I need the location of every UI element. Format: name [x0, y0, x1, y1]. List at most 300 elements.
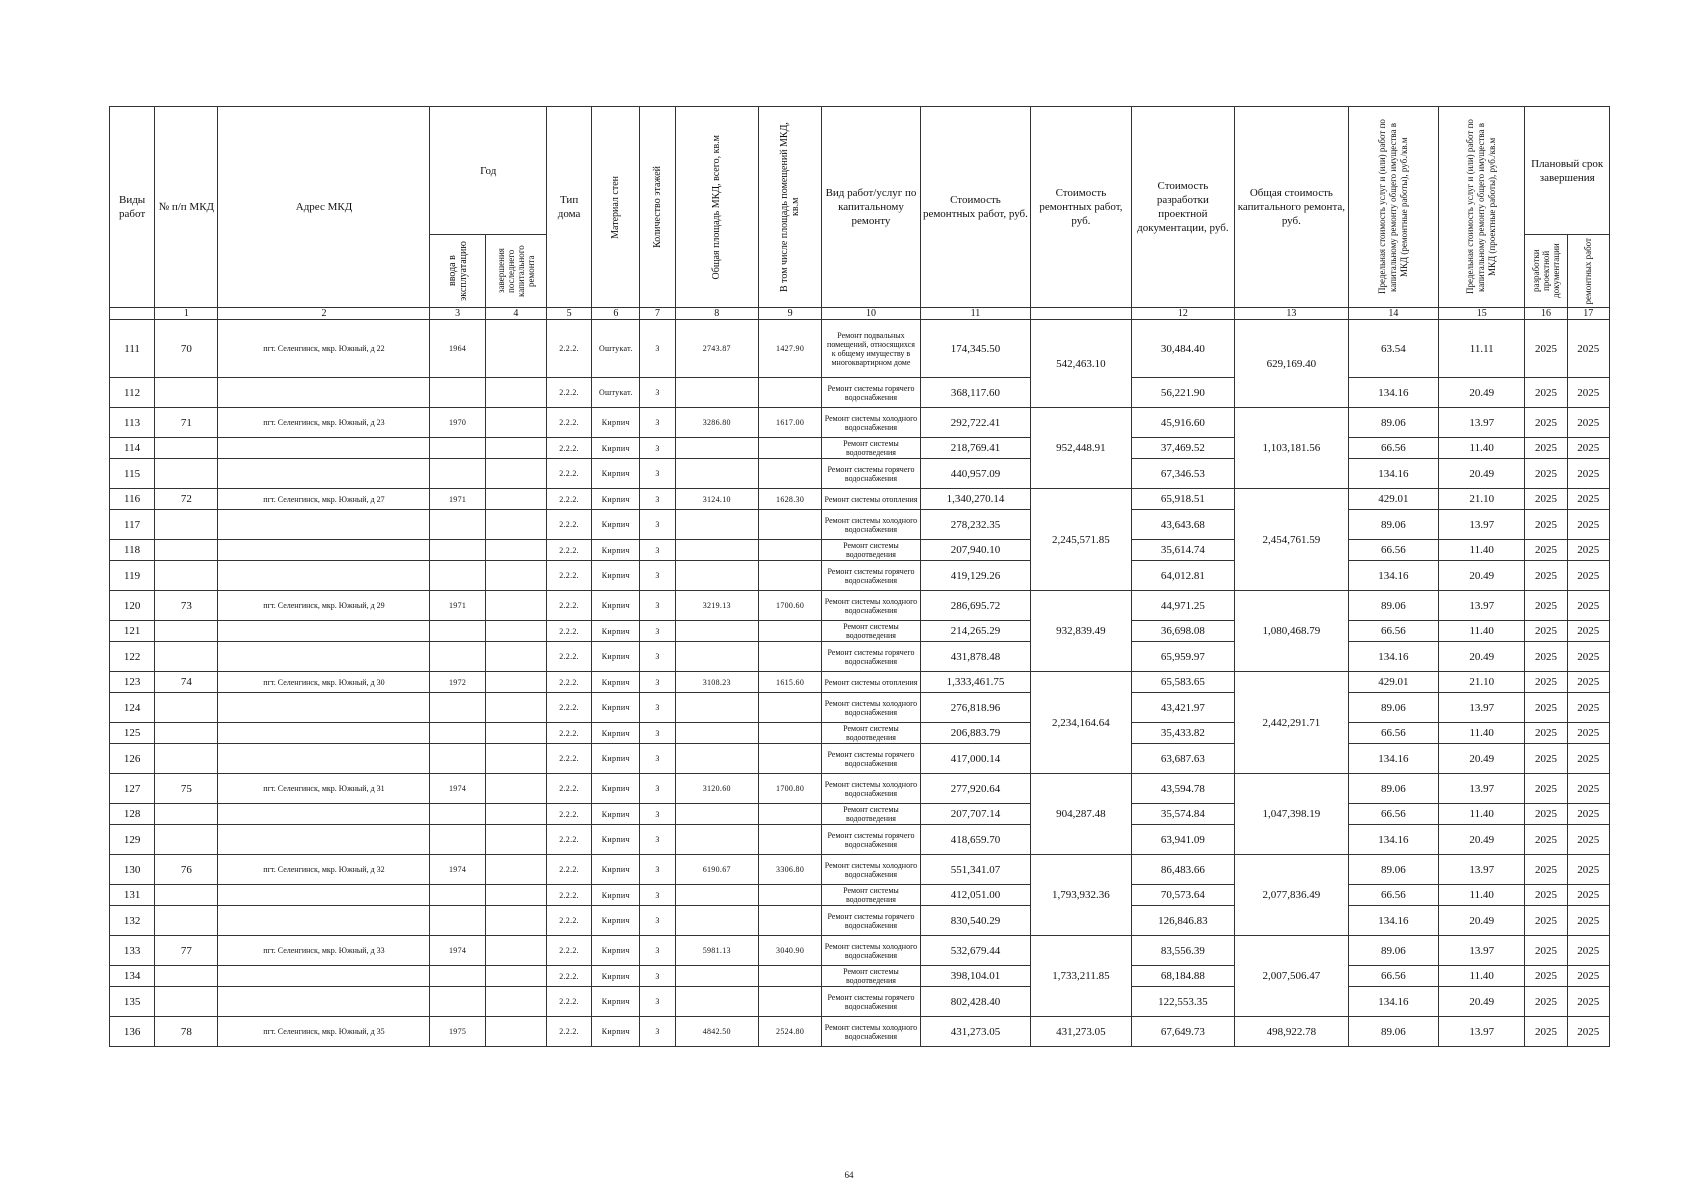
repair-cost-sum: 932,839.49 [1031, 591, 1131, 672]
total-area: 3108.23 [675, 672, 758, 693]
house-type: 2.2.2. [547, 408, 592, 438]
row-id: 118 [110, 540, 155, 561]
total-area [675, 459, 758, 489]
deadline-repair: 2025 [1567, 774, 1609, 804]
limit-repair: 89.06 [1348, 591, 1438, 621]
year-commission: 1971 [430, 591, 485, 621]
mkd-number [155, 723, 218, 744]
floors: 3 [640, 510, 675, 540]
column-number: 11 [920, 308, 1031, 320]
table-row [110, 936, 1610, 966]
table-row [110, 744, 1610, 774]
repair-cost: 398,104.01 [920, 966, 1031, 987]
mkd-number [155, 987, 218, 1017]
header-year: Год [430, 107, 547, 235]
mkd-number: 75 [155, 774, 218, 804]
limit-design: 20.49 [1439, 561, 1525, 591]
table-row [110, 987, 1610, 1017]
premises-area [758, 966, 821, 987]
repair-cost: 174,345.50 [920, 320, 1031, 378]
total-area [675, 438, 758, 459]
house-type: 2.2.2. [547, 744, 592, 774]
column-number: 16 [1525, 308, 1567, 320]
table-row [110, 855, 1610, 885]
design-cost: 43,643.68 [1131, 510, 1234, 540]
address: пгт. Селенгинск, мкр. Южный, д 27 [218, 489, 430, 510]
deadline-repair: 2025 [1567, 693, 1609, 723]
header-premises-area: В том числе площадь помещений МКД, кв.м [758, 107, 821, 308]
year-commission [430, 987, 485, 1017]
premises-area [758, 744, 821, 774]
house-type: 2.2.2. [547, 987, 592, 1017]
floors: 3 [640, 825, 675, 855]
address: пгт. Селенгинск, мкр. Южный, д 33 [218, 936, 430, 966]
address [218, 642, 430, 672]
repair-cost: 278,232.35 [920, 510, 1031, 540]
wall-material: Кирпич [592, 885, 640, 906]
house-type: 2.2.2. [547, 804, 592, 825]
deadline-repair: 2025 [1567, 320, 1609, 378]
deadline-design: 2025 [1525, 987, 1567, 1017]
year-last-repair [485, 855, 546, 885]
total-area [675, 561, 758, 591]
premises-area [758, 987, 821, 1017]
floors: 3 [640, 540, 675, 561]
year-commission [430, 744, 485, 774]
column-number: 3 [430, 308, 485, 320]
wall-material: Кирпич [592, 561, 640, 591]
limit-repair: 134.16 [1348, 561, 1438, 591]
premises-area [758, 723, 821, 744]
limit-design: 20.49 [1439, 744, 1525, 774]
row-id: 130 [110, 855, 155, 885]
house-type: 2.2.2. [547, 885, 592, 906]
house-type: 2.2.2. [547, 966, 592, 987]
deadline-repair: 2025 [1567, 591, 1609, 621]
repair-cost-sum: 431,273.05 [1031, 1017, 1131, 1047]
premises-area [758, 459, 821, 489]
design-cost: 67,649.73 [1131, 1017, 1234, 1047]
year-commission [430, 510, 485, 540]
year-last-repair [485, 459, 546, 489]
mkd-number [155, 744, 218, 774]
address [218, 825, 430, 855]
mkd-number: 72 [155, 489, 218, 510]
address [218, 510, 430, 540]
deadline-design: 2025 [1525, 378, 1567, 408]
wall-material: Кирпич [592, 906, 640, 936]
address [218, 621, 430, 642]
year-commission [430, 906, 485, 936]
deadline-design: 2025 [1525, 885, 1567, 906]
total-cost: 2,454,761.59 [1235, 489, 1349, 591]
design-cost: 70,573.64 [1131, 885, 1234, 906]
column-number: 15 [1439, 308, 1525, 320]
deadline-design: 2025 [1525, 621, 1567, 642]
wall-material: Кирпич [592, 591, 640, 621]
header-mkd-number: № п/п МКД [155, 107, 218, 308]
work-type: Ремонт системы водоотведения [822, 621, 920, 642]
limit-repair: 66.56 [1348, 438, 1438, 459]
deadline-design: 2025 [1525, 642, 1567, 672]
mkd-number [155, 642, 218, 672]
column-number [110, 308, 155, 320]
deadline-repair: 2025 [1567, 936, 1609, 966]
row-id: 117 [110, 510, 155, 540]
total-area [675, 966, 758, 987]
address [218, 744, 430, 774]
total-area: 3219.13 [675, 591, 758, 621]
work-type: Ремонт системы водоотведения [822, 804, 920, 825]
repair-cost: 1,340,270.14 [920, 489, 1031, 510]
table-row [110, 723, 1610, 744]
total-area: 5981.13 [675, 936, 758, 966]
deadline-repair: 2025 [1567, 987, 1609, 1017]
repair-cost: 206,883.79 [920, 723, 1031, 744]
work-type: Ремонт системы горячего водоснабжения [822, 744, 920, 774]
total-area: 6190.67 [675, 855, 758, 885]
mkd-number [155, 459, 218, 489]
total-cost: 2,077,836.49 [1235, 855, 1349, 936]
total-area [675, 987, 758, 1017]
limit-design: 20.49 [1439, 987, 1525, 1017]
deadline-repair: 2025 [1567, 672, 1609, 693]
design-cost: 122,553.35 [1131, 987, 1234, 1017]
total-area [675, 540, 758, 561]
address: пгт. Селенгинск, мкр. Южный, д 31 [218, 774, 430, 804]
house-type: 2.2.2. [547, 438, 592, 459]
row-id: 120 [110, 591, 155, 621]
total-cost: 1,047,398.19 [1235, 774, 1349, 855]
work-type: Ремонт системы водоотведения [822, 438, 920, 459]
design-cost: 86,483.66 [1131, 855, 1234, 885]
deadline-repair: 2025 [1567, 642, 1609, 672]
design-cost: 65,918.51 [1131, 489, 1234, 510]
limit-repair: 89.06 [1348, 408, 1438, 438]
floors: 3 [640, 591, 675, 621]
year-last-repair [485, 378, 546, 408]
wall-material: Кирпич [592, 438, 640, 459]
table-row [110, 621, 1610, 642]
year-commission: 1964 [430, 320, 485, 378]
deadline-repair: 2025 [1567, 825, 1609, 855]
total-cost: 629,169.40 [1235, 320, 1349, 408]
total-area: 3124.10 [675, 489, 758, 510]
address [218, 438, 430, 459]
mkd-number: 71 [155, 408, 218, 438]
total-area [675, 723, 758, 744]
limit-design: 11.40 [1439, 885, 1525, 906]
header-deadline: Плановый срок завершения [1525, 107, 1610, 235]
header-limit-repair: Предельная стоимость услуг и (или) работ по капитальному ремонту общего имущества в МКД (ремонтные работы), руб./кв.м [1348, 107, 1438, 308]
limit-design: 13.97 [1439, 936, 1525, 966]
row-id: 134 [110, 966, 155, 987]
address: пгт. Селенгинск, мкр. Южный, д 23 [218, 408, 430, 438]
table-row [110, 378, 1610, 408]
repair-cost-sum: 1,793,932.36 [1031, 855, 1131, 936]
floors: 3 [640, 459, 675, 489]
mkd-number [155, 804, 218, 825]
wall-material: Кирпич [592, 459, 640, 489]
repair-cost-sum: 2,245,571.85 [1031, 489, 1131, 591]
floors: 3 [640, 774, 675, 804]
limit-repair: 66.56 [1348, 540, 1438, 561]
floors: 3 [640, 1017, 675, 1047]
wall-material: Кирпич [592, 804, 640, 825]
page-number: 64 [844, 1170, 854, 1180]
repair-cost-sum: 904,287.48 [1031, 774, 1131, 855]
repair-cost: 419,129.26 [920, 561, 1031, 591]
repair-cost: 830,540.29 [920, 906, 1031, 936]
limit-design: 11.11 [1439, 320, 1525, 378]
deadline-design: 2025 [1525, 906, 1567, 936]
column-number: 14 [1348, 308, 1438, 320]
year-commission [430, 438, 485, 459]
column-number: 2 [218, 308, 430, 320]
limit-repair: 66.56 [1348, 966, 1438, 987]
year-last-repair [485, 885, 546, 906]
house-type: 2.2.2. [547, 936, 592, 966]
limit-design: 20.49 [1439, 459, 1525, 489]
work-type: Ремонт подвальных помещений, относящихся к общему имуществу в многоквартирном доме [822, 320, 920, 378]
deadline-repair: 2025 [1567, 1017, 1609, 1047]
deadline-design: 2025 [1525, 723, 1567, 744]
repair-cost: 368,117.60 [920, 378, 1031, 408]
work-type: Ремонт системы холодного водоснабжения [822, 855, 920, 885]
total-cost: 2,007,506.47 [1235, 936, 1349, 1017]
total-cost: 1,103,181.56 [1235, 408, 1349, 489]
wall-material: Кирпич [592, 489, 640, 510]
repair-cost: 207,707.14 [920, 804, 1031, 825]
house-type: 2.2.2. [547, 510, 592, 540]
deadline-repair: 2025 [1567, 804, 1609, 825]
deadline-design: 2025 [1525, 693, 1567, 723]
work-type: Ремонт системы холодного водоснабжения [822, 693, 920, 723]
design-cost: 68,184.88 [1131, 966, 1234, 987]
mkd-number [155, 540, 218, 561]
column-number: 13 [1235, 308, 1349, 320]
header-house-type: Тип дома [547, 107, 592, 308]
mkd-number [155, 825, 218, 855]
premises-area [758, 825, 821, 855]
design-cost: 63,941.09 [1131, 825, 1234, 855]
year-last-repair [485, 540, 546, 561]
limit-design: 11.40 [1439, 438, 1525, 459]
limit-repair: 134.16 [1348, 744, 1438, 774]
address [218, 804, 430, 825]
limit-repair: 89.06 [1348, 936, 1438, 966]
total-area [675, 693, 758, 723]
row-id: 122 [110, 642, 155, 672]
design-cost: 56,221.90 [1131, 378, 1234, 408]
wall-material: Кирпич [592, 744, 640, 774]
year-last-repair [485, 936, 546, 966]
premises-area: 1427.90 [758, 320, 821, 378]
design-cost: 65,959.97 [1131, 642, 1234, 672]
header-year-last-repair: завершения последнего капитального ремонта [485, 235, 546, 308]
header-floors: Количество этажей [640, 107, 675, 308]
total-area [675, 510, 758, 540]
floors: 3 [640, 378, 675, 408]
column-number: 12 [1131, 308, 1234, 320]
mkd-number: 76 [155, 855, 218, 885]
address [218, 987, 430, 1017]
deadline-design: 2025 [1525, 855, 1567, 885]
deadline-repair: 2025 [1567, 966, 1609, 987]
row-id: 124 [110, 693, 155, 723]
year-commission [430, 621, 485, 642]
floors: 3 [640, 621, 675, 642]
wall-material: Кирпич [592, 936, 640, 966]
house-type: 2.2.2. [547, 906, 592, 936]
header-year-commission: ввода в эксплуатацию [430, 235, 485, 308]
premises-area: 1700.60 [758, 591, 821, 621]
work-type: Ремонт системы холодного водоснабжения [822, 408, 920, 438]
year-commission: 1972 [430, 672, 485, 693]
year-last-repair [485, 723, 546, 744]
limit-design: 13.97 [1439, 693, 1525, 723]
wall-material: Кирпич [592, 408, 640, 438]
limit-design: 20.49 [1439, 378, 1525, 408]
mkd-number [155, 885, 218, 906]
repair-cost-sum: 1,733,211.85 [1031, 936, 1131, 1017]
total-area [675, 885, 758, 906]
row-id: 111 [110, 320, 155, 378]
year-commission: 1974 [430, 855, 485, 885]
table-row [110, 591, 1610, 621]
premises-area [758, 693, 821, 723]
total-area [675, 825, 758, 855]
premises-area [758, 885, 821, 906]
deadline-design: 2025 [1525, 672, 1567, 693]
header-deadline-repair: ремонтных работ [1567, 235, 1609, 308]
header-deadline-design: разработки проектной документации [1525, 235, 1567, 308]
work-type: Ремонт системы горячего водоснабжения [822, 459, 920, 489]
deadline-design: 2025 [1525, 1017, 1567, 1047]
mkd-number: 74 [155, 672, 218, 693]
wall-material: Кирпич [592, 510, 640, 540]
year-commission [430, 642, 485, 672]
deadline-design: 2025 [1525, 744, 1567, 774]
limit-repair: 134.16 [1348, 906, 1438, 936]
row-id: 129 [110, 825, 155, 855]
column-number: 1 [155, 308, 218, 320]
year-last-repair [485, 489, 546, 510]
limit-design: 20.49 [1439, 642, 1525, 672]
limit-repair: 66.56 [1348, 621, 1438, 642]
address [218, 693, 430, 723]
deadline-repair: 2025 [1567, 744, 1609, 774]
work-type: Ремонт системы отопления [822, 672, 920, 693]
house-type: 2.2.2. [547, 774, 592, 804]
column-number: 5 [547, 308, 592, 320]
repair-cost: 292,722.41 [920, 408, 1031, 438]
deadline-design: 2025 [1525, 774, 1567, 804]
address: пгт. Селенгинск, мкр. Южный, д 35 [218, 1017, 430, 1047]
limit-repair: 134.16 [1348, 378, 1438, 408]
table-row [110, 408, 1610, 438]
address [218, 906, 430, 936]
work-type: Ремонт системы водоотведения [822, 885, 920, 906]
year-commission [430, 459, 485, 489]
wall-material: Кирпич [592, 1017, 640, 1047]
total-area: 4842.50 [675, 1017, 758, 1047]
floors: 3 [640, 906, 675, 936]
limit-repair: 89.06 [1348, 774, 1438, 804]
table-row [110, 672, 1610, 693]
table-row [110, 561, 1610, 591]
repair-cost: 418,659.70 [920, 825, 1031, 855]
repair-cost: 207,940.10 [920, 540, 1031, 561]
design-cost: 35,433.82 [1131, 723, 1234, 744]
year-last-repair [485, 774, 546, 804]
wall-material: Кирпич [592, 642, 640, 672]
address: пгт. Селенгинск, мкр. Южный, д 22 [218, 320, 430, 378]
design-cost: 35,614.74 [1131, 540, 1234, 561]
design-cost: 126,846.83 [1131, 906, 1234, 936]
address [218, 561, 430, 591]
design-cost: 83,556.39 [1131, 936, 1234, 966]
house-type: 2.2.2. [547, 825, 592, 855]
mkd-number: 78 [155, 1017, 218, 1047]
deadline-repair: 2025 [1567, 906, 1609, 936]
year-commission: 1974 [430, 774, 485, 804]
premises-area: 1628.30 [758, 489, 821, 510]
deadline-repair: 2025 [1567, 540, 1609, 561]
house-type: 2.2.2. [547, 621, 592, 642]
premises-area: 1615.60 [758, 672, 821, 693]
header-address: Адрес МКД [218, 107, 430, 308]
row-id: 121 [110, 621, 155, 642]
floors: 3 [640, 936, 675, 966]
year-last-repair [485, 906, 546, 936]
year-last-repair [485, 825, 546, 855]
mkd-number [155, 621, 218, 642]
deadline-repair: 2025 [1567, 885, 1609, 906]
deadline-repair: 2025 [1567, 438, 1609, 459]
column-number: 7 [640, 308, 675, 320]
year-last-repair [485, 621, 546, 642]
deadline-design: 2025 [1525, 408, 1567, 438]
year-last-repair [485, 987, 546, 1017]
premises-area: 1700.80 [758, 774, 821, 804]
year-last-repair [485, 642, 546, 672]
wall-material: Кирпич [592, 966, 640, 987]
repair-cost: 802,428.40 [920, 987, 1031, 1017]
year-last-repair [485, 591, 546, 621]
address: пгт. Селенгинск, мкр. Южный, д 29 [218, 591, 430, 621]
deadline-repair: 2025 [1567, 723, 1609, 744]
mkd-number [155, 561, 218, 591]
limit-design: 20.49 [1439, 906, 1525, 936]
design-cost: 63,687.63 [1131, 744, 1234, 774]
year-last-repair [485, 1017, 546, 1047]
work-type: Ремонт системы горячего водоснабжения [822, 561, 920, 591]
design-cost: 65,583.65 [1131, 672, 1234, 693]
design-cost: 44,971.25 [1131, 591, 1234, 621]
deadline-repair: 2025 [1567, 621, 1609, 642]
repair-cost: 286,695.72 [920, 591, 1031, 621]
limit-repair: 429.01 [1348, 672, 1438, 693]
house-type: 2.2.2. [547, 591, 592, 621]
year-commission [430, 825, 485, 855]
repair-cost: 551,341.07 [920, 855, 1031, 885]
premises-area [758, 438, 821, 459]
premises-area [758, 540, 821, 561]
limit-repair: 134.16 [1348, 642, 1438, 672]
total-cost: 498,922.78 [1235, 1017, 1349, 1047]
year-commission [430, 693, 485, 723]
